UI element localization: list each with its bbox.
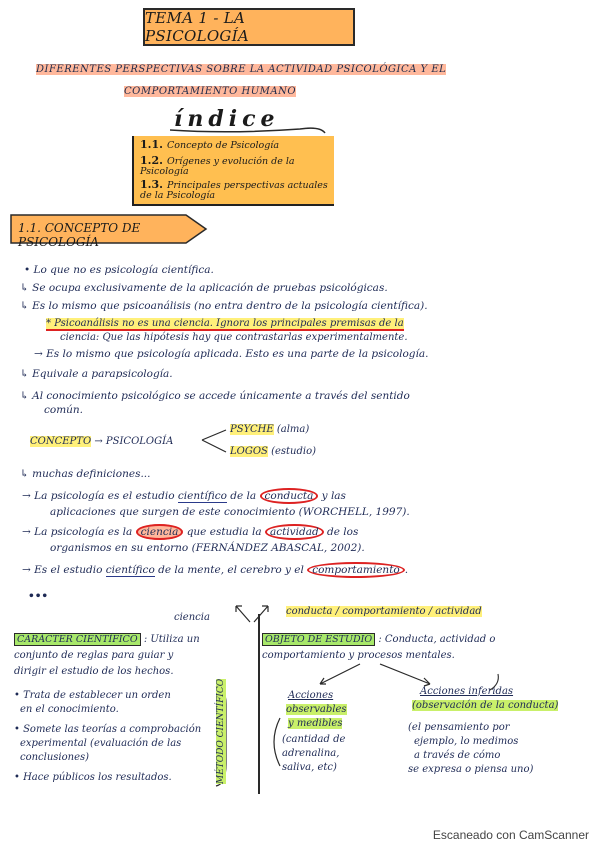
definicion-3: → Es el estudio científico de la mente, el cerebro y el comportamiento .: [22, 564, 409, 576]
note-line: * Psicoanálisis no es una ciencia. Ignora los principales premisas de la: [46, 318, 404, 329]
ciencia-bullet: conclusiones): [20, 752, 90, 763]
definicion-2-line2: organismos en su entorno (FERNÁNDEZ ABASCAL, 2002).: [50, 542, 365, 554]
ciencia-bullet: en el conocimiento.: [20, 704, 119, 715]
split-arrows: [222, 600, 282, 624]
ciencia-bullet: • Trata de establecer un orden: [14, 690, 171, 701]
caracter-line-2: conjunto de reglas para guiar y: [14, 650, 174, 661]
title-box: [143, 8, 355, 46]
note-line: • Lo que no es psicología científica.: [24, 264, 214, 276]
acciones-inf-note: a través de cómo: [414, 750, 501, 761]
acciones-inf-note: ejemplo, lo medimos: [414, 736, 519, 747]
psyche-term: PSYCHE (alma): [230, 424, 310, 435]
logos-term: LOGOS (estudio): [230, 446, 317, 457]
indice-heading: índice: [174, 106, 280, 132]
definiciones-intro: ↳ muchas definiciones...: [20, 468, 151, 480]
scanner-watermark: Escaneado con CamScanner: [432, 828, 589, 842]
acciones-obs-note: (cantidad de: [282, 734, 346, 745]
subtitle-line-2: COMPORTAMIENTO HUMANO: [124, 86, 297, 97]
acciones-inf-note: se expresa o piensa uno): [408, 764, 534, 775]
branch-lines: [200, 426, 230, 456]
acciones-obs-note: saliva, etc): [282, 762, 337, 773]
ellipsis: •••: [28, 590, 49, 602]
page-title: TEMA 1 - LA PSICOLOGÍA: [145, 9, 250, 45]
definicion-1: → La psicología es el estudio científico de la conducta y las: [22, 490, 346, 502]
objeto-line-2: comportamiento y procesos mentales.: [262, 650, 455, 661]
indice-item: 1.2. Orígenes y evolución de la Psicología: [140, 154, 295, 177]
note-line: ↳ Se ocupa exclusivamente de la aplicación de pruebas psicológicas.: [20, 282, 388, 294]
acciones-observables-3: y medibles: [288, 718, 343, 729]
acciones-inferidas-sub: (observación de la conducta): [412, 700, 559, 711]
caracter-line-1: CARÁCTER CIENTÍFICO : Utiliza un: [14, 634, 200, 645]
concepto-block: CONCEPTO → PSICOLOGÍA: [30, 436, 174, 447]
caracter-line-3: dirigir el estudio de los hechos.: [14, 666, 174, 677]
acciones-inf-note: (el pensamiento por: [408, 722, 510, 733]
acciones-obs-note: adrenalina,: [282, 748, 340, 759]
note-line: común.: [44, 404, 84, 416]
acciones-inferidas-title: Acciones inferidas: [420, 686, 514, 697]
section-title: 1.1. CONCEPTO DE PSICOLOGÍA: [18, 221, 141, 249]
ciencia-bullet: • Somete las teorías a comprobación: [14, 724, 202, 735]
indice-box: [132, 136, 334, 206]
note-line: ciencia: Que las hipótesis hay que contrastarlas experimentalmente.: [60, 332, 408, 343]
indice-underline: [170, 124, 330, 136]
section-banner: [10, 214, 200, 249]
indice-item: 1.3. Principales perspectivas actuales de la Psicología: [140, 178, 328, 201]
paren-left: [266, 716, 282, 768]
objeto-arrows: [300, 660, 460, 688]
ciencia-bullet: experimental (evaluación de las: [20, 738, 182, 749]
subtitle-line-1: DIFERENTES PERSPECTIVAS SOBRE LA ACTIVIDAD PSICOLÓGICA Y EL: [36, 64, 447, 75]
acciones-observables-1: Acciones: [288, 690, 334, 701]
acciones-observables-2: observables: [286, 704, 347, 715]
conducta-label: conducta / comportamiento / actividad: [286, 606, 482, 617]
note-line: ↳ Es lo mismo que psicoanálisis (no entra dentro de la psicología científica).: [20, 300, 428, 312]
ciencia-bullet: • Hace públicos los resultados.: [14, 772, 172, 783]
note-line: ↳ Al conocimiento psicológico se accede únicamente a través del sentido: [20, 390, 410, 402]
column-divider: [258, 614, 260, 794]
indice-item: 1.1. Concepto de Psicología: [140, 138, 280, 151]
ciencia-label: ciencia: [174, 612, 210, 623]
definicion-2: → La psicología es la ciencia que estudia la actividad de los: [22, 526, 359, 538]
note-line: → Es lo mismo que psicología aplicada. Esto es una parte de la psicología.: [34, 348, 429, 360]
metodo-cientifico-label: MÉTODO CIENTÍFICO: [216, 678, 226, 784]
note-line: ↳ Equivale a parapsicología.: [20, 368, 173, 380]
curve-arrow: [486, 672, 506, 692]
definicion-1-line2: aplicaciones que surgen de este conocimiento (WORCHELL, 1997).: [50, 506, 410, 518]
objeto-line-1: OBJETO DE ESTUDIO : Conducta, actividad o: [262, 634, 495, 645]
